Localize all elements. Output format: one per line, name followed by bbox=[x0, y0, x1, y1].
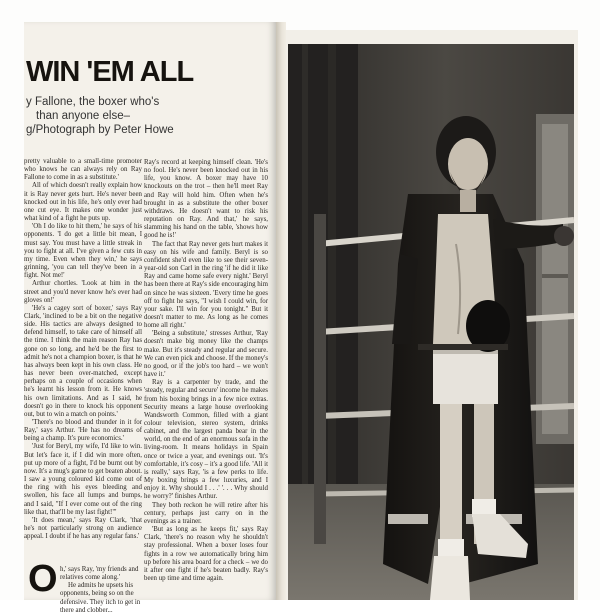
paragraph: All of which doesn't really explain how it is Ray never gets hurt. He's never been knocked out in his life, he's only ever had one cut eye. It makes one wonder just what kind of a fight he puts up. bbox=[24, 182, 142, 223]
left-page bbox=[24, 22, 276, 614]
boxer-photograph bbox=[288, 44, 574, 600]
paragraph: h,' says Ray, 'my friends and relatives come along.' bbox=[60, 566, 139, 582]
paragraph: 'It does mean,' says Ray Clark, 'that he's not particularly strong on audience appeal. I doubt if he has any regular fans.' bbox=[24, 516, 142, 541]
paragraph: He admits he upsets his opponents, being so on the defensive. They itch to get in there and clobber... bbox=[60, 582, 141, 614]
standfirst-line: than anyone else– bbox=[36, 110, 130, 122]
paragraph: pretty valuable to a small-time promoter who knows he can always rely on Ray Fallone to come in as a substitute.' bbox=[24, 158, 142, 182]
text-column-1 bbox=[24, 158, 142, 541]
article-standfirst bbox=[26, 95, 246, 137]
paragraph: 'He's a cagey sort of boxer,' says Ray Clark, 'inclined to be a bit on the negative side. His tactics are always designed to defend himself, to take care of himself all the time. I think the main reason Ray has gone on so long, and he'd be the first to admit he's not a champion boxer, is that he has always been kept in his own class. He has never been over-matched, except perhaps on a couple of occasions when he's learnt his lesson from it. He knows his own limitations. And as I said, he doesn't go in there to knock his opponent out, but to win a match on points.' bbox=[24, 304, 142, 418]
paragraph: Ray is a carpenter by trade, and the 'steady, regular and secure' income he makes from his boxing brings in a few nice extras. Security means a large house overlooking Wandsworth Common, filled with a giant colour television, stereo system, drinks cabinet, and the largest panda bear in the world, on the end of an enormous sofa in the living-room. It means holidays in Spain once or twice a year, and evenings out. 'It's comfortable, it's cosy – it's a good life. 'All it is really,' says Ray, 'is a few perks to life. My boxing brings a few luxuries, and I enjoy it. Why should I . . .' '. . . Why should he worry?' finishes Arthur. bbox=[144, 379, 268, 501]
drop-cap-text bbox=[60, 566, 144, 615]
standfirst-line: g/Photograph by Peter Howe bbox=[26, 124, 174, 136]
page-gutter bbox=[276, 22, 286, 600]
drop-cap: O bbox=[28, 558, 58, 600]
paragraph: 'Oh I do like to hit them,' he says of his opponents. 'I do get a little bit mean, I must say. You must have a little streak in you to fight at all. I've given a few cuts in my time. Even when they win,' he says grinning, 'you can tell they've been in a fight. Not me!' bbox=[24, 223, 142, 280]
paragraph: Ray's record at keeping himself clean. 'He's no fool. He's never been knocked out in his life, you know. A boxer may have 10 knockouts on the trot – then he'll meet Ray and Ray will hold him. Often when he's brought in as a substitute the other boxer withdraws. He doesn't want to risk his reputation on Ray. And that,' he says, slamming his hand on the table, 'shows how good he is!' bbox=[144, 159, 268, 240]
photo-illustration bbox=[288, 44, 574, 600]
paragraph: 'Just for Beryl, my wife, I'd like to win. But let's face it, if I did win more often, put up more of a fight, I'd be burnt out by now. It's a mug's game to get beaten about. I saw a young coloured kid come out of the ring with his eyes bleeding and swollen, his face all lumps and bumps, and I said, "If I ever come out of the ring like that, that'll be my last fight!"' bbox=[24, 443, 142, 516]
paragraph: 'But as long as he keeps fit,' says Ray Clark, 'there's no reason why he shouldn't stay professional. When a boxer loses four fights in a row we automatically bring him up before his area board for a check – we do it after one fight if he's beaten badly. Ray's been up time and time again. bbox=[144, 526, 268, 582]
paragraph: 'There's no blood and thunder in it for Ray,' says Arthur. 'He has no dreams of being a champ. It's pure economics.' bbox=[24, 419, 142, 443]
text-column-2 bbox=[144, 159, 268, 583]
paragraph: 'Being a substitute,' stresses Arthur, 'Ray doesn't make big money like the champs make. But it's steady and regular and secure. We can even pick and choose. If the money's no good, or if the job's too hard – we won't have it.' bbox=[144, 330, 268, 379]
standfirst-line: y Fallone, the boxer who's bbox=[26, 96, 160, 108]
paragraph: They both reckon he will retire after his century, perhaps just carry on in the evenings as a trainer. bbox=[144, 501, 268, 525]
paragraph: The fact that Ray never gets hurt makes it easy on his wife and family. Beryl is so confident she'd even like to see their seven-year-old son Carl in the ring 'if he did it like Ray and came home safe every night.' Beryl has been there at Ray's side encouraging him on since he was sixteen. 'Every time he goes off to fight he says, "I wish I could win, for your sake. I'll win for you tonight." But it doesn't matter to me. As long as he comes home all right.' bbox=[144, 240, 268, 330]
article-headline: WIN 'EM ALL bbox=[26, 56, 194, 88]
paragraph: Arthur chortles. 'Look at him in the street and you'd never know he's ever had gloves on!' bbox=[24, 280, 142, 304]
